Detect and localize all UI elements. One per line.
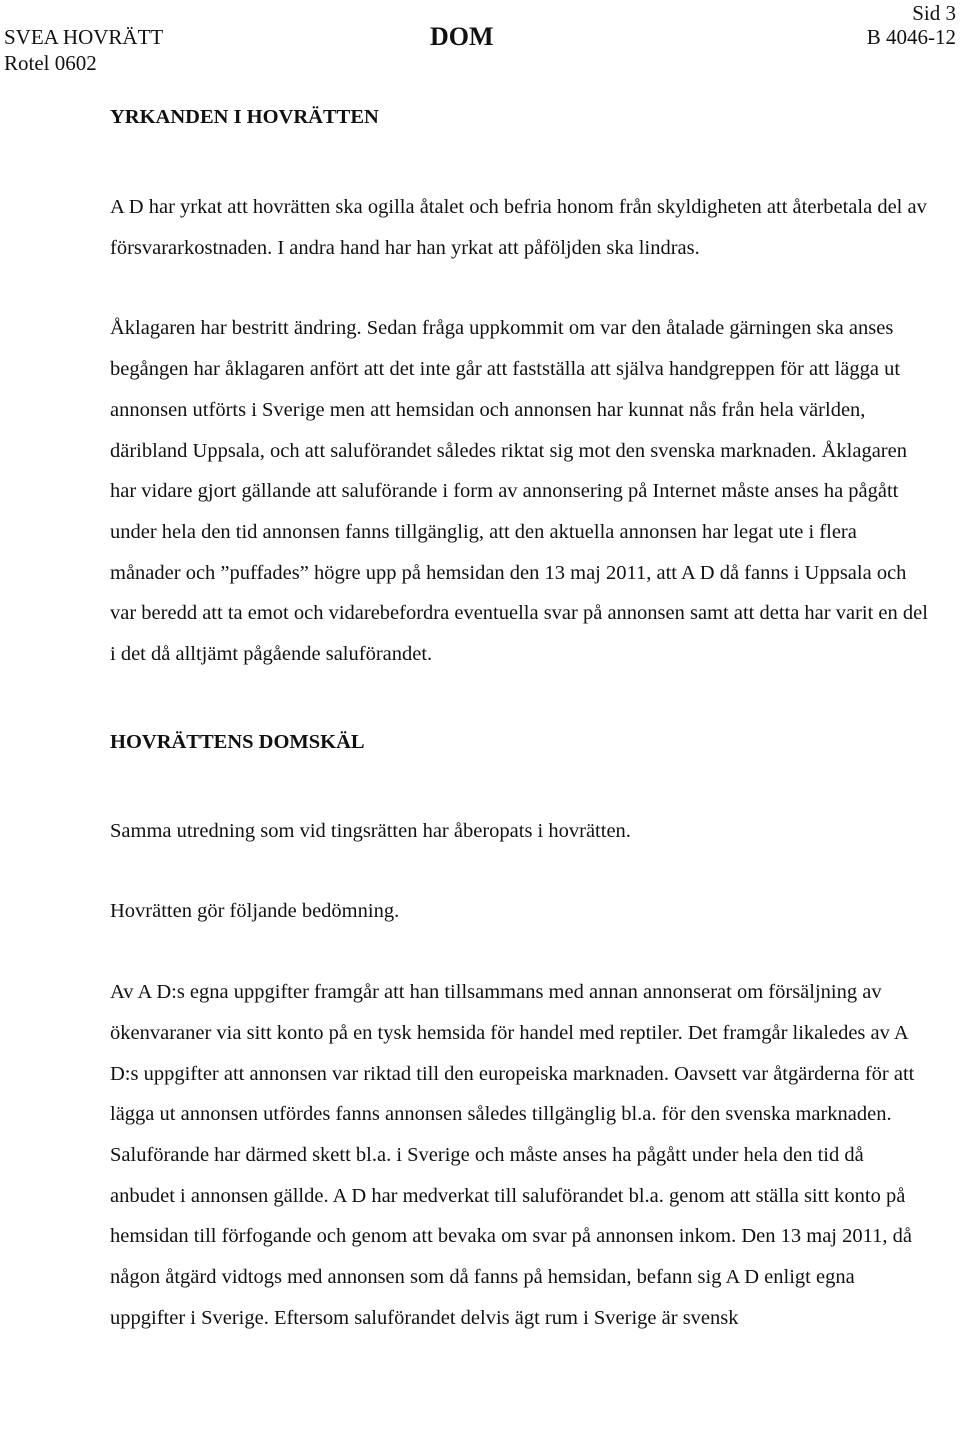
department-label: Rotel 0602 (4, 51, 97, 75)
section-heading-claims: YRKANDEN I HOVRÄTTEN (110, 106, 379, 128)
paragraph-reasons-3: Av A D:s egna uppgifter framgår att han tillsammans med annan annonserat om försäljning av ökenvaraner via sitt konto på en tysk hemsida för handel med reptiler. Det framgår likaledes av A D:s uppgifter att annonsen var riktad till den europeiska marknaden. Oavsett var åtgärderna för att lägga ut annonsen utfördes fanns annonsen således tillgänglig bl.a. för den svenska marknaden. Saluförande har därmed skett bl.a. i Sverige och måste anses ha pågått under hela den tid då anbudet i annonsen gällde. A D har medverkat till saluförandet bl.a. genom att ställa sitt konto på hemsidan till förfogande och genom att bevaka om svar på annonsen inkom. Den 13 maj 2011, då någon åtgärd vidtogs med annonsen som då fanns på hemsidan, befann sig A D enligt egna uppgifter i Sverige. Eftersom saluförandet delvis ägt rum i Sverige är svensk (110, 981, 915, 1329)
page-number: Sid 3 (912, 1, 956, 25)
paragraph-reasons-2: Hovrätten gör följande bedömning. (110, 900, 400, 923)
paragraph-reasons-1: Samma utredning som vid tingsrätten har åberopats i hovrätten. (110, 819, 631, 842)
paragraph-claims-2: Åklagaren har bestritt ändring. Sedan fråga uppkommit om var den åtalade gärningen ska anses begången har åklagaren anfört att det inte går att fastställa att själva handgreppen för att lägga ut annonsen utförts i Sverige men att hemsidan och annonsen har kunnat nås från hela världen, däribland Uppsala, och att saluförandet således riktat sig mot den svenska marknaden. Åklagaren har vidare gjort gällande att saluförande i form av annonsering på Internet måste anses ha pågått under hela den tid annonsen fanns tillgänglig, att den aktuella annonsen har legat ute i flera månader och ”puffades” högre upp på hemsidan den 13 maj 2011, att A D då fanns i Uppsala och var beredd att ta emot och vidarebefordra eventuella svar på annonsen samt att detta har varit en del i det då alltjämt pågående saluförandet. (110, 317, 928, 666)
court-name: SVEA HOVRÄTT (4, 25, 164, 49)
paragraph-claims-1: A D har yrkat att hovrätten ska ogilla åtalet och befria honom från skyldigheten att återbetala del av försvararkostnaden. I andra hand har han yrkat att påföljden ska lindras. (110, 196, 927, 259)
case-number: B 4046-12 (866, 25, 956, 49)
section-heading-reasons: HOVRÄTTENS DOMSKÄL (110, 730, 365, 753)
document-body (110, 104, 928, 1338)
document-type: DOM (430, 22, 494, 51)
